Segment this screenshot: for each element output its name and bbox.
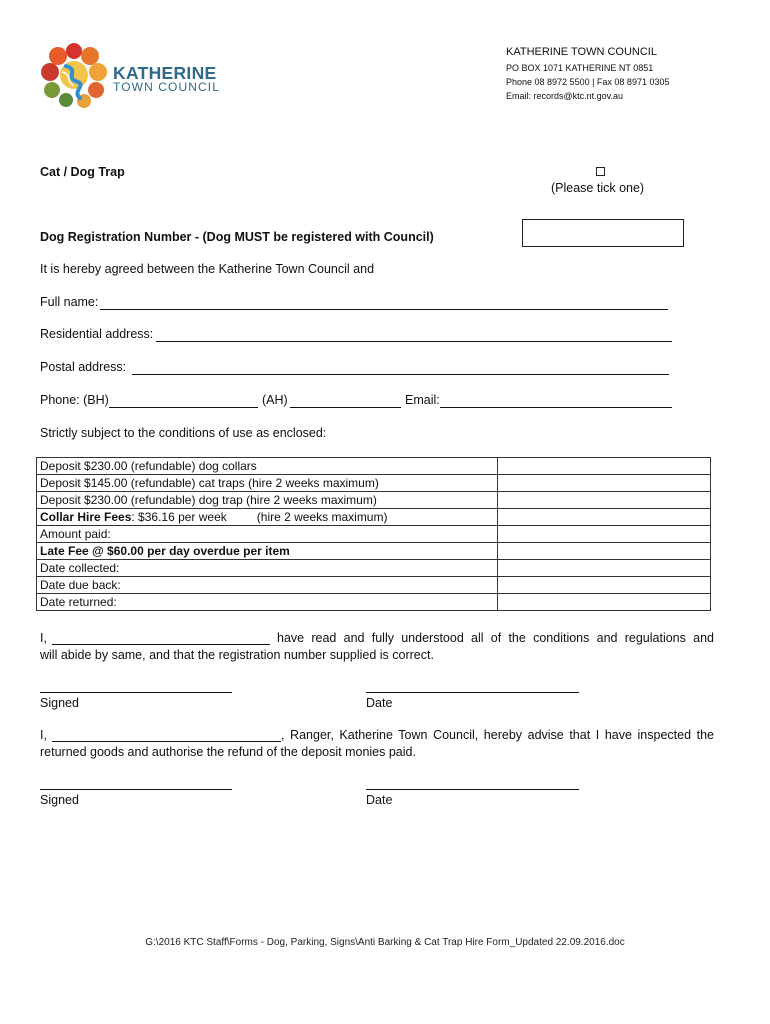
- residential-address-field[interactable]: [156, 341, 672, 342]
- date-due-value[interactable]: [498, 577, 711, 594]
- council-name: KATHERINE TOWN COUNCIL: [506, 46, 657, 58]
- tick-instruction: (Please tick one): [551, 181, 645, 195]
- declaration-text-line2: will abide by same, and that the registration number supplied is correct.: [40, 648, 434, 662]
- table-row: [37, 458, 711, 475]
- phone-ah-field[interactable]: [290, 407, 401, 408]
- trap-label: Cat / Dog Trap: [40, 165, 125, 179]
- phone-bh-label: Phone: (BH): [40, 393, 109, 407]
- table-row: [37, 577, 711, 594]
- table-row: [37, 543, 711, 560]
- fee-dog-trap-label: Deposit $230.00 (refundable) dog trap (hire 2 weeks maximum): [37, 492, 498, 509]
- postal-address-field[interactable]: [132, 374, 669, 375]
- declaration-date-field[interactable]: [366, 692, 579, 693]
- amount-paid-value[interactable]: [498, 526, 711, 543]
- logo-name: KATHERINE: [113, 63, 217, 83]
- date-returned-label: Date returned:: [37, 594, 498, 611]
- full-name-label: Full name:: [40, 295, 99, 309]
- tick-checkbox[interactable]: [596, 167, 605, 176]
- fee-collar-hire-value[interactable]: [498, 509, 711, 526]
- ranger-name-field[interactable]: [52, 741, 281, 742]
- fee-dog-trap-value[interactable]: [498, 492, 711, 509]
- table-row: [37, 560, 711, 577]
- postal-address-label: Postal address:: [40, 360, 127, 374]
- ranger-signed-label: Signed: [40, 793, 79, 807]
- table-row: [37, 492, 711, 509]
- declaration-signed-label: Signed: [40, 696, 79, 710]
- date-collected-label: Date collected:: [37, 560, 498, 577]
- table-row: [37, 509, 711, 526]
- late-fee-label: Late Fee @ $60.00 per day overdue per item: [37, 543, 498, 560]
- date-returned-value[interactable]: [498, 594, 711, 611]
- ranger-signature-field[interactable]: [40, 789, 232, 790]
- ranger-date-label: Date: [366, 793, 393, 807]
- registration-label: Dog Registration Number - (Dog MUST be registered with Council): [40, 230, 434, 244]
- date-collected-value[interactable]: [498, 560, 711, 577]
- fees-table: [36, 457, 711, 611]
- collar-hire-bold: Collar Hire Fees: [40, 510, 132, 524]
- table-row: [37, 475, 711, 492]
- footer-file-path: G:\2016 KTC Staff\Forms - Dog, Parking, Signs\Anti Barking & Cat Trap Hire Form_Updated 22.09.2016.doc: [145, 937, 625, 948]
- email-field[interactable]: [440, 407, 672, 408]
- late-fee-value[interactable]: [498, 543, 711, 560]
- ranger-text-line2: returned goods and authorise the refund of the deposit monies paid.: [40, 745, 416, 759]
- fee-cat-traps-value[interactable]: [498, 475, 711, 492]
- fee-collar-hire-cell: [37, 509, 498, 526]
- full-name-field[interactable]: [100, 309, 668, 310]
- ranger-text-line1: , Ranger, Katherine Town Council, hereby advise that I have inspected the: [281, 728, 714, 742]
- conditions-text: Strictly subject to the conditions of use as enclosed:: [40, 426, 327, 440]
- collar-hire-rate: : $36.16 per week: [131, 510, 227, 524]
- date-due-label: Date due back:: [37, 577, 498, 594]
- phone-bh-field[interactable]: [109, 407, 258, 408]
- council-postal: PO BOX 1071 KATHERINE NT 0851: [506, 63, 654, 73]
- email-label: Email:: [405, 393, 440, 407]
- ranger-date-field[interactable]: [366, 789, 579, 790]
- declaration-signature-field[interactable]: [40, 692, 232, 693]
- registration-number-field[interactable]: [522, 219, 684, 247]
- declaration-name-field[interactable]: [52, 644, 270, 645]
- table-row: [37, 594, 711, 611]
- fee-collars-value[interactable]: [498, 458, 711, 475]
- fee-collars-label: Deposit $230.00 (refundable) dog collars: [37, 458, 498, 475]
- residential-address-label: Residential address:: [40, 327, 154, 341]
- phone-ah-label: (AH): [262, 393, 288, 407]
- agreement-intro: It is hereby agreed between the Katherine Town Council and: [40, 262, 375, 276]
- logo-subtitle: TOWN COUNCIL: [113, 80, 220, 94]
- council-email: Email: records@ktc.nt.gov.au: [506, 91, 624, 101]
- ranger-prefix: I,: [40, 728, 47, 742]
- collar-hire-note: (hire 2 weeks maximum): [256, 510, 388, 524]
- council-phone-fax: Phone 08 8972 5500 | Fax 08 8971 0305: [506, 77, 670, 87]
- katherine-logo-icon: [36, 42, 114, 112]
- table-row: [37, 526, 711, 543]
- declaration-prefix: I,: [40, 631, 47, 645]
- amount-paid-label: Amount paid:: [37, 526, 498, 543]
- declaration-text-line1: have read and fully understood all of the conditions and regulations and: [277, 631, 714, 645]
- declaration-date-label: Date: [366, 696, 393, 710]
- fee-cat-traps-label: Deposit $145.00 (refundable) cat traps (hire 2 weeks maximum): [37, 475, 498, 492]
